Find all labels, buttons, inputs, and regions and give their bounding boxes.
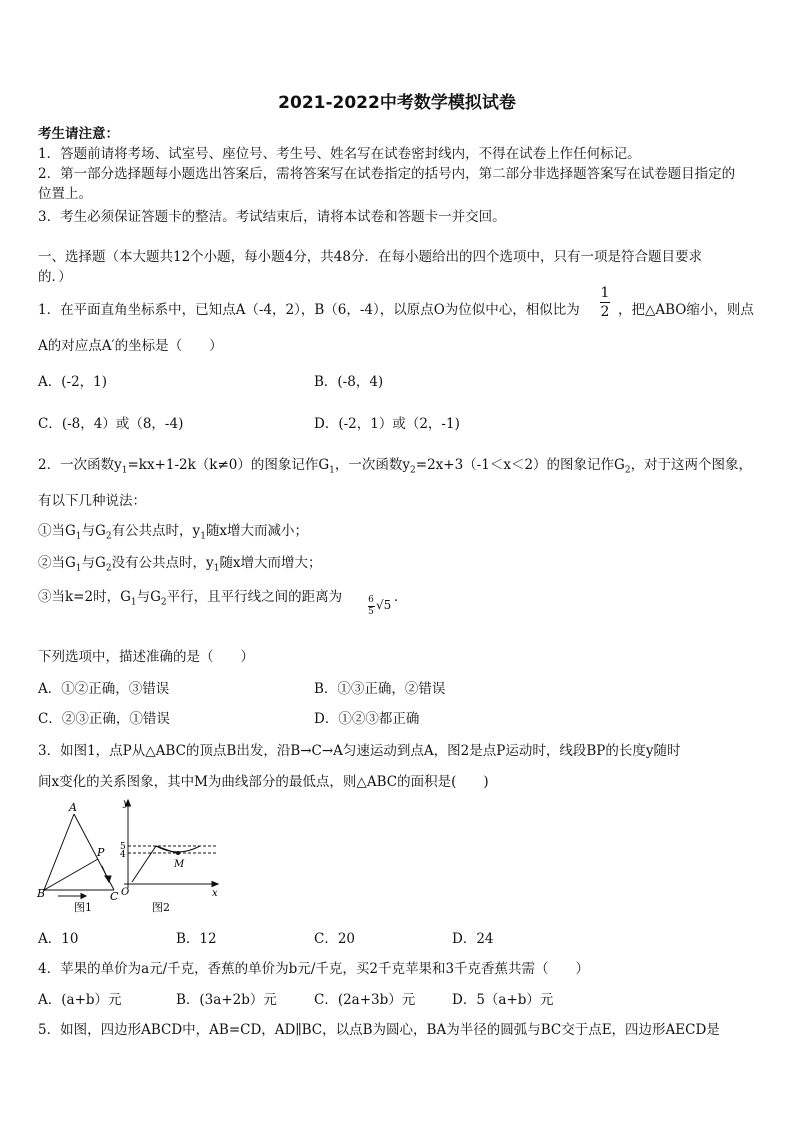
q1-option-b[interactable]: B．(-8，4) bbox=[314, 374, 384, 390]
question-3-line2: 间x变化的关系图象，其中M为曲线部分的最低点，则△ABC的面积是( ) bbox=[38, 774, 489, 790]
label-p: P bbox=[97, 846, 105, 859]
q2-option-b[interactable]: B．①③正确，②错误 bbox=[314, 681, 446, 697]
q2-statement-1: ①当$G_1$与$G_2$有公共点时，$y_1$随x增大而减小； bbox=[38, 523, 309, 542]
q4-option-d[interactable]: D．5（a+b）元 bbox=[452, 992, 554, 1008]
q3-option-c[interactable]: C．20 bbox=[314, 931, 356, 947]
section-heading-cont: 的．） bbox=[38, 269, 72, 285]
q1-option-d[interactable]: D．(-2，1）或（2，-1) bbox=[314, 416, 460, 432]
label-c: C bbox=[110, 890, 119, 903]
notice-item: 3．考生必须保证答题卡的整洁。考试结束后，请将本试卷和答题卡一并交回。 bbox=[38, 209, 506, 225]
notice-item: 2．第一部分选择题每小题选出答案后，需将答案写在试卷指定的括号内，第二部分非选择题答案写在试卷题目指定的 bbox=[38, 166, 736, 182]
q2-statement-3-end: ． bbox=[394, 589, 408, 605]
notice-item: 1．答题前请将考场、试室号、座位号、考生号、姓名写在试卷密封线内，不得在试卷上作任何标记。 bbox=[38, 146, 641, 162]
question-4-text: 4．苹果的单价为a元/千克，香蕉的单价为b元/千克，买2千克苹果和3千克香蕉共需（ ） bbox=[38, 961, 590, 977]
axis-y-label: y bbox=[123, 798, 129, 809]
question-2-ask: 下列选项中，描述准确的是（ ） bbox=[38, 649, 254, 665]
figure-2-graph bbox=[124, 800, 218, 888]
fraction-six-fifths bbox=[366, 596, 376, 617]
question-1-text: 1．在平面直角坐标系中，已知点A（-4，2），B（6，-4），以原点O为位似中心，相似比为 bbox=[38, 302, 580, 318]
q2-option-a[interactable]: A．①②正确，③错误 bbox=[38, 681, 170, 697]
question-2-text: 2．一次函数$y_1=kx+1-2k(k\ne 0)$的图象记作$G_1$，一次函数$y_2=2x+3(-1<x<2)$的图象记作$G_2$，对于这两个图象， bbox=[38, 457, 753, 476]
q1-option-a[interactable]: A．(-2，1) bbox=[38, 374, 108, 390]
fraction-denominator: 5 bbox=[368, 607, 374, 617]
q2-statement-2: ②当$G_1$与$G_2$没有公共点时，$y_1$随x增大而增大； bbox=[38, 555, 322, 574]
axis-x-label: x bbox=[212, 888, 218, 899]
question-1-text-cont: ，把△ABO缩小，则点 bbox=[618, 302, 754, 318]
q2-statement-3: ③当k=2时，$G_1$与$G_2$平行，且平行线之间的距离为 bbox=[38, 589, 343, 608]
fraction-denominator: 2 bbox=[600, 304, 610, 320]
q3-option-d[interactable]: D．24 bbox=[452, 931, 494, 947]
sqrt-five: √5 bbox=[376, 598, 392, 612]
q3-figures bbox=[36, 796, 232, 918]
section-heading: 一、选择题（本大题共12个小题，每小题4分，共48分．在每小题给出的四个选项中，只有一项是符合题目要求 bbox=[38, 249, 702, 265]
q4-option-a[interactable]: A．(a+b）元 bbox=[38, 992, 122, 1008]
tick-5: 5 bbox=[120, 842, 126, 852]
fraction-numerator: 6 bbox=[368, 595, 374, 605]
q3-option-b[interactable]: B．12 bbox=[176, 931, 217, 947]
notice-item: 位置上。 bbox=[38, 186, 92, 202]
label-a: A bbox=[69, 801, 77, 814]
q2-option-d[interactable]: D．①②③都正确 bbox=[314, 711, 420, 727]
question-3-text: 3．如图1，点P从△ABC的顶点B出发，沿B→C→A匀速运动到点A，图2是点P运动时，线段BP的长度y随时 bbox=[38, 743, 681, 759]
tick-4: 4 bbox=[120, 850, 126, 860]
figure-2-caption: 图2 bbox=[152, 901, 170, 914]
page-title: 2021-2022中考数学模拟试卷 bbox=[278, 93, 516, 113]
notice-heading: 考生请注意： bbox=[38, 126, 119, 142]
point-m bbox=[176, 851, 180, 855]
q4-option-b[interactable]: B．(3a+2b）元 bbox=[176, 992, 277, 1008]
label-b: B bbox=[37, 887, 46, 900]
question-5-text: 5．如图，四边形ABCD中，AB=CD，AD∥BC，以点B为圆心，BA为半径的圆弧与BC交于点E，四边形AECD是 bbox=[38, 1022, 720, 1038]
q1-option-c[interactable]: C．(-8，4）或（8，-4) bbox=[38, 416, 184, 432]
origin-label: O bbox=[121, 887, 130, 898]
q4-option-c[interactable]: C．(2a+3b）元 bbox=[314, 992, 416, 1008]
question-2-line2: 有以下几种说法： bbox=[38, 493, 146, 509]
figure-1-caption: 图1 bbox=[74, 901, 92, 914]
fraction-numerator: 1 bbox=[600, 285, 610, 301]
q2-option-c[interactable]: C．②③正确，①错误 bbox=[38, 711, 170, 727]
fraction-half bbox=[598, 286, 612, 319]
q3-option-a[interactable]: A．10 bbox=[38, 931, 79, 947]
question-1-line2: A的对应点A′的坐标是（ ） bbox=[38, 338, 223, 354]
label-m: M bbox=[174, 859, 185, 870]
